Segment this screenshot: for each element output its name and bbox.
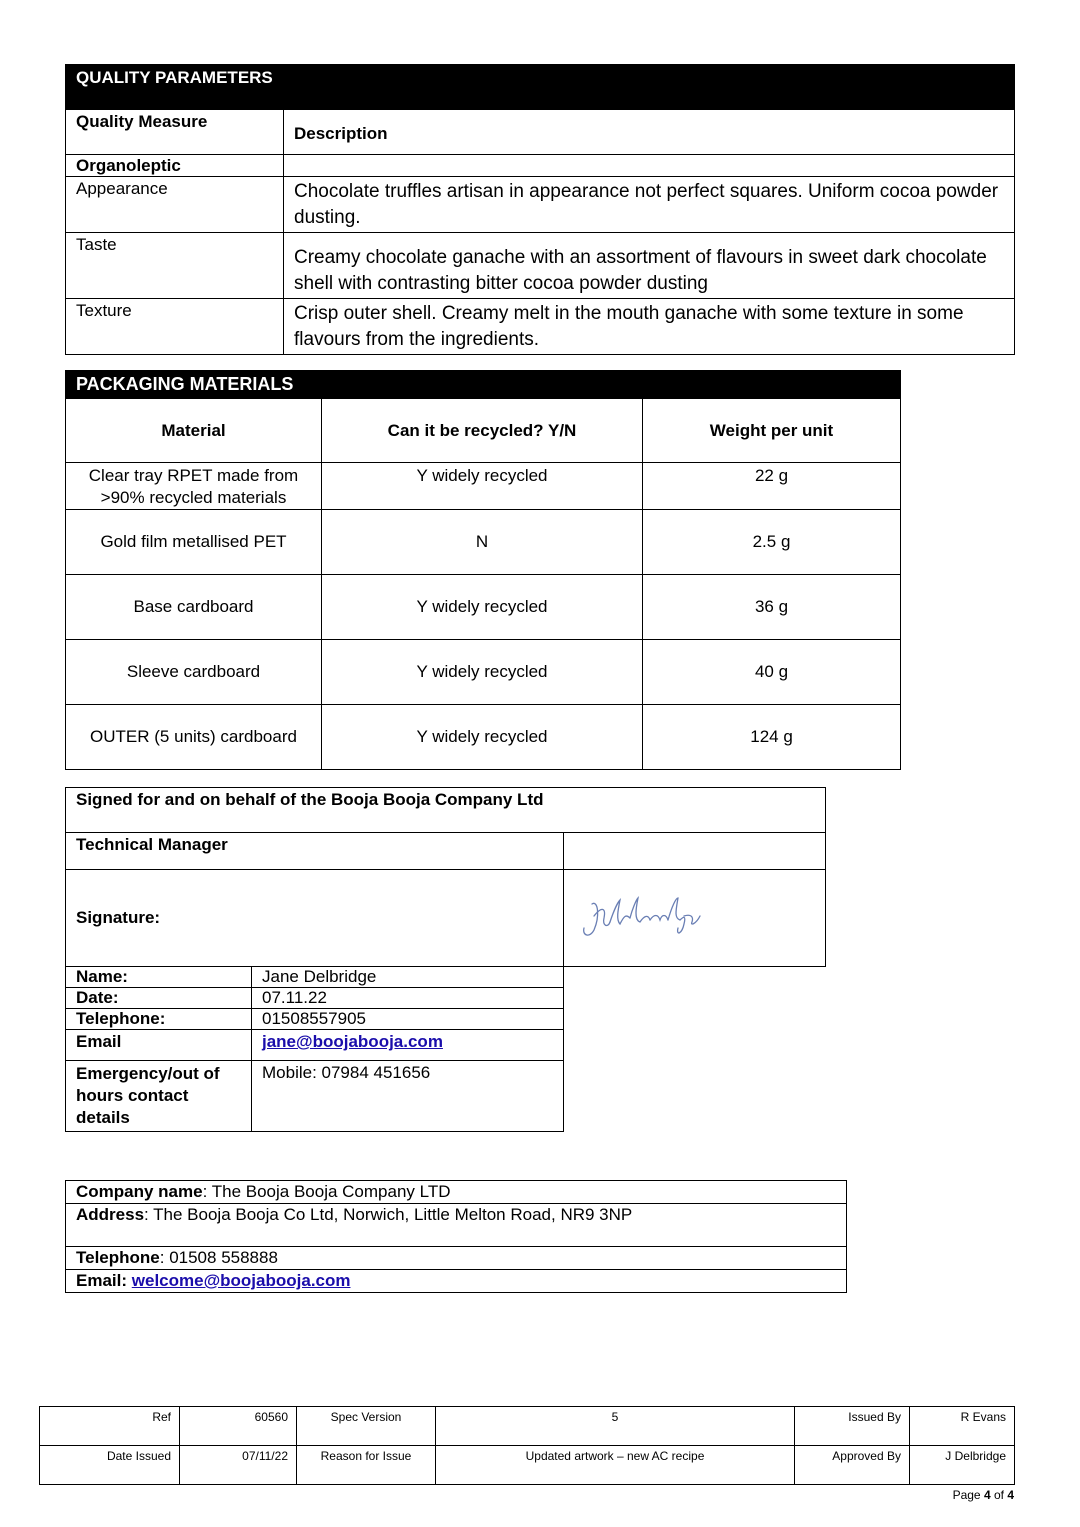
company-telephone-row xyxy=(66,1247,847,1270)
company-email-label: Email: xyxy=(76,1271,128,1290)
page-total: 4 xyxy=(1007,1488,1014,1502)
date-value: 07.11.22 xyxy=(252,988,564,1009)
table-row xyxy=(66,510,901,575)
description-cell: Creamy chocolate ganache with an assortment of flavours in sweet dark chocolate shell with contrasting bitter cocoa powder dusting xyxy=(284,233,1015,299)
page-number: Page 4 of 4 xyxy=(952,1488,1014,1502)
packaging-header-row xyxy=(66,371,901,399)
weight-cell: 22 g xyxy=(643,463,901,510)
reason-label: Reason for Issue xyxy=(297,1446,436,1485)
col-description: Description xyxy=(284,110,1015,155)
weight-cell: 36 g xyxy=(643,575,901,640)
quality-header: QUALITY PARAMETERS xyxy=(66,65,284,110)
telephone-value: 01508557905 xyxy=(252,1009,564,1030)
date-issued-value: 07/11/22 xyxy=(180,1446,297,1485)
recycled-cell: Y widely recycled xyxy=(322,705,643,770)
recycled-cell: Y widely recycled xyxy=(322,640,643,705)
company-name-label: Company name xyxy=(76,1182,203,1201)
quality-header-row xyxy=(66,65,1015,110)
date-label: Date: xyxy=(66,988,252,1009)
email-link[interactable]: jane@boojabooja.com xyxy=(262,1032,443,1051)
material-cell: OUTER (5 units) cardboard xyxy=(66,705,322,770)
company-name: : The Booja Booja Company LTD xyxy=(202,1182,451,1201)
emergency-value: Mobile: 07984 451656 xyxy=(252,1061,564,1132)
issued-by-value: R Evans xyxy=(910,1407,1015,1446)
email-label: Email xyxy=(66,1030,252,1061)
approved-by-label: Approved By xyxy=(795,1446,910,1485)
measure-cell: Taste xyxy=(66,233,284,299)
table-row xyxy=(66,705,901,770)
ref-value: 60560 xyxy=(180,1407,297,1446)
spec-version-value: 5 xyxy=(436,1407,795,1446)
ref-label: Ref xyxy=(40,1407,180,1446)
table-row xyxy=(66,463,901,510)
company-address-row xyxy=(66,1204,847,1247)
company-table xyxy=(65,1180,847,1293)
document-control-table xyxy=(39,1406,1015,1485)
table-row xyxy=(66,575,901,640)
emergency-label: Emergency/out of hours contact details xyxy=(66,1061,252,1132)
table-row xyxy=(66,177,1015,233)
recycled-cell: N xyxy=(322,510,643,575)
section-organoleptic: Organoleptic xyxy=(66,155,284,177)
material-cell: Clear tray RPET made from >90% recycled materials xyxy=(66,463,322,510)
col-recycled: Can it be recycled? Y/N xyxy=(322,399,643,463)
telephone-label: Telephone: xyxy=(66,1009,252,1030)
quality-column-row xyxy=(66,110,1015,155)
signoff-role: Technical Manager xyxy=(66,833,564,870)
weight-cell: 40 g xyxy=(643,640,901,705)
signature-image xyxy=(564,870,826,967)
spec-version-label: Spec Version xyxy=(297,1407,436,1446)
signature-label: Signature: xyxy=(66,870,564,967)
col-weight: Weight per unit xyxy=(643,399,901,463)
description-cell: Crisp outer shell. Creamy melt in the mouth ganache with some texture in some flavours from the ingredients. xyxy=(284,299,1015,355)
measure-cell: Texture xyxy=(66,299,284,355)
table-row xyxy=(66,299,1015,355)
material-cell: Gold film metallised PET xyxy=(66,510,322,575)
col-quality-measure: Quality Measure xyxy=(66,110,284,155)
table-row xyxy=(66,233,1015,299)
signoff-title-row xyxy=(66,788,826,833)
approved-by-value: J Delbridge xyxy=(910,1446,1015,1485)
company-email-link[interactable]: welcome@boojabooja.com xyxy=(131,1271,351,1290)
material-cell: Base cardboard xyxy=(66,575,322,640)
col-material: Material xyxy=(66,399,322,463)
packaging-header: PACKAGING MATERIALS xyxy=(66,371,901,399)
weight-cell: 2.5 g xyxy=(643,510,901,575)
material-cell: Sleeve cardboard xyxy=(66,640,322,705)
signoff-table xyxy=(65,787,826,1132)
company-email-row xyxy=(66,1270,847,1293)
page-current: 4 xyxy=(983,1488,991,1502)
recycled-cell: Y widely recycled xyxy=(322,575,643,640)
quality-section-row xyxy=(66,155,1015,177)
company-name-row xyxy=(66,1181,847,1204)
packaging-materials-table xyxy=(65,370,901,770)
issued-by-label: Issued By xyxy=(795,1407,910,1446)
company-telephone-label: Telephone xyxy=(76,1248,160,1267)
measure-cell: Appearance xyxy=(66,177,284,233)
company-address: : The Booja Booja Co Ltd, Norwich, Little Melton Road, NR9 3NP xyxy=(144,1205,633,1224)
company-address-label: Address xyxy=(76,1205,145,1224)
reason-value: Updated artwork – new AC recipe xyxy=(436,1446,795,1485)
date-issued-label: Date Issued xyxy=(40,1446,180,1485)
packaging-column-row xyxy=(66,399,901,463)
signoff-title: Signed for and on behalf of the Booja Booja Company Ltd xyxy=(66,788,826,833)
quality-parameters-table xyxy=(65,64,1015,355)
description-cell: Chocolate truffles artisan in appearance not perfect squares. Uniform cocoa powder dusting. xyxy=(284,177,1015,233)
name-value: Jane Delbridge xyxy=(252,967,564,988)
table-row xyxy=(66,640,901,705)
company-telephone: : 01508 558888 xyxy=(159,1248,278,1267)
recycled-cell: Y widely recycled xyxy=(322,463,643,510)
signature-drawing xyxy=(574,886,714,946)
weight-cell: 124 g xyxy=(643,705,901,770)
name-label: Name: xyxy=(66,967,252,988)
